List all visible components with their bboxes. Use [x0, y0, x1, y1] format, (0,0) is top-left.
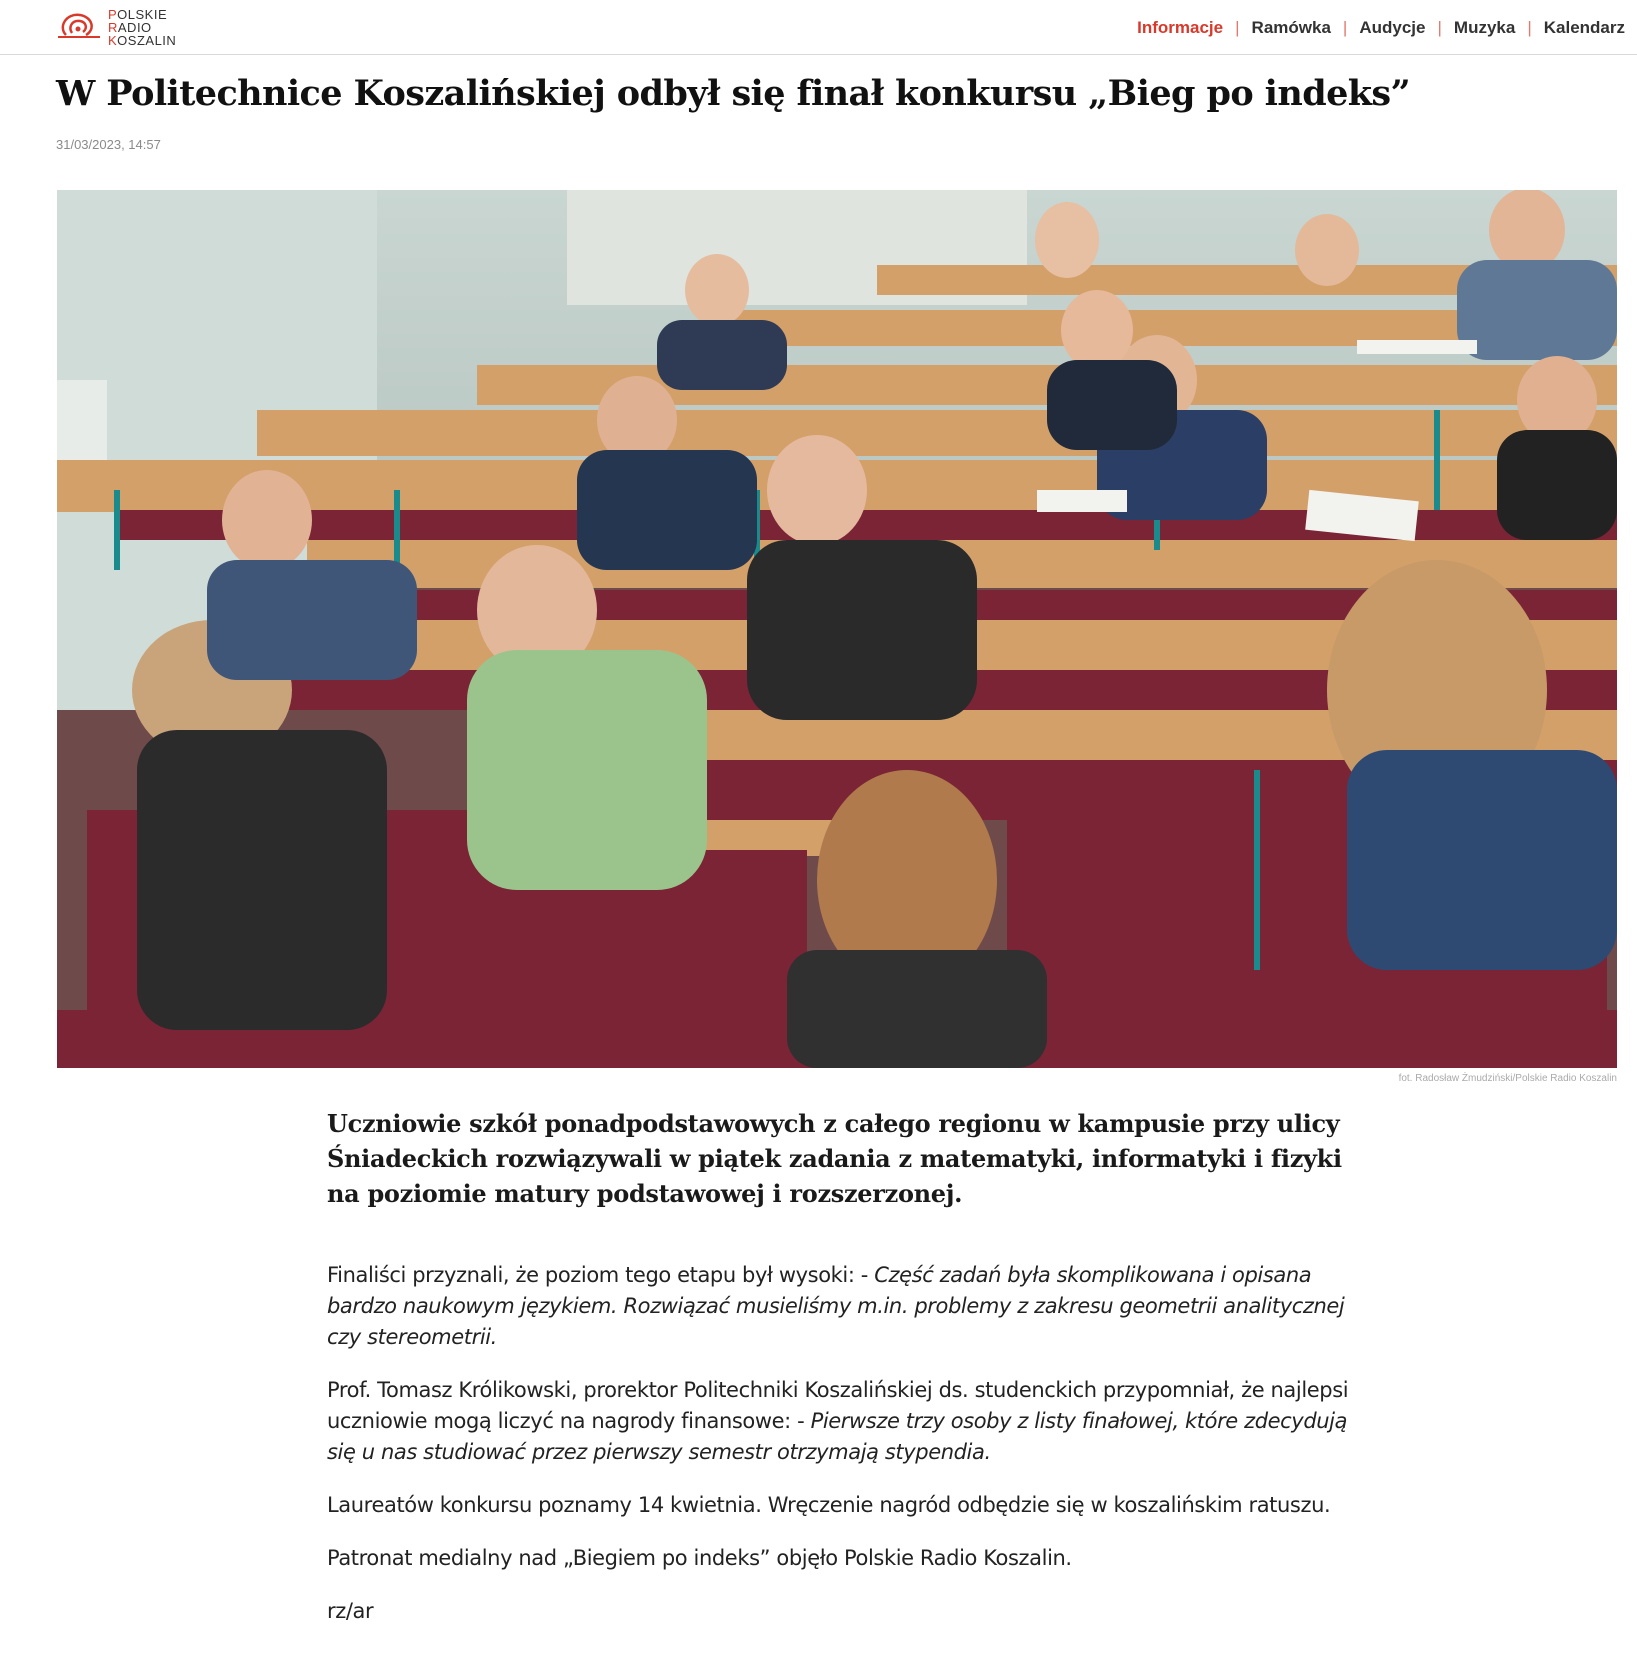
logo-wordmark	[108, 8, 176, 47]
logo-line-1: POLSKIE	[108, 6, 168, 22]
main-nav	[1125, 0, 1637, 55]
nav-item-audycje[interactable]: Audycje	[1359, 17, 1426, 37]
quote-text: Część zadań była skomplikowana i opisana bardzo naukowym językiem. Rozwiązać musieliśmy m.in. problemy z zakresu geometrii analitycznej czy stereometrii.	[327, 1263, 1345, 1349]
article-photo[interactable]	[57, 190, 1617, 1068]
article-lead: Uczniowie szkół ponadpodstawowych z całego regionu w kampusie przy ulicy Śniadeckich rozwiązywali w piątek zadania z matematyki, informatyki i fizyki na poziomie matury podstawowej i rozszerzonej.	[327, 1109, 1342, 1208]
article-paragraph	[327, 1260, 1357, 1353]
nav-item-ramowka[interactable]: Ramówka	[1251, 17, 1331, 37]
quote-text: Pierwsze trzy osoby z listy finałowej, które zdecydują się u nas studiować przez pierwszy semestr otrzymają stypendia.	[327, 1409, 1348, 1464]
logo-line-2: RADIO	[108, 19, 152, 35]
nav-separator: |	[1437, 17, 1442, 37]
article-body	[327, 1260, 1357, 1649]
nav-separator: |	[1235, 17, 1240, 37]
paragraph-text: Prof. Tomasz Królikowski, prorektor Politechniki Koszalińskiej ds. studenckich przypomniał, że najlepsi uczniowie mogą liczyć na nagrody finansowe: -	[327, 1378, 1349, 1433]
article-date: 31/03/2023, 14:57	[56, 137, 161, 152]
author-initials: rz/ar	[327, 1599, 374, 1623]
article-paragraph	[327, 1490, 1357, 1521]
radio-waves-logo-icon	[56, 7, 104, 47]
nav-item-kalendarz[interactable]: Kalendarz	[1543, 17, 1625, 37]
article-title: W Politechnice Koszalińskiej odbył się finał konkursu „Bieg po indeks”	[56, 73, 1411, 114]
article-paragraph	[327, 1375, 1357, 1468]
site-logo[interactable]	[56, 6, 176, 48]
article-signature	[327, 1596, 1357, 1627]
logo-line-3: KOSZALIN	[108, 32, 177, 48]
paragraph-text: Finaliści przyznali, że poziom tego etapu był wysoki: -	[327, 1263, 875, 1287]
photo-caption: fot. Radosław Żmudziński/Polskie Radio Koszalin	[1398, 1073, 1617, 1084]
paragraph-text: Laureatów konkursu poznamy 14 kwietnia. Wręczenie nagród odbędzie się w koszalińskim ratuszu.	[327, 1493, 1331, 1517]
site-header	[0, 0, 1637, 55]
lecture-hall-illustration	[57, 190, 1617, 1068]
nav-item-informacje[interactable]: Informacje	[1137, 17, 1224, 37]
article-paragraph	[327, 1543, 1357, 1574]
paragraph-text: Patronat medialny nad „Biegiem po indeks” objęło Polskie Radio Koszalin.	[327, 1546, 1072, 1570]
nav-separator: |	[1527, 17, 1532, 37]
nav-separator: |	[1342, 17, 1348, 37]
nav-item-muzyka[interactable]: Muzyka	[1453, 17, 1516, 37]
